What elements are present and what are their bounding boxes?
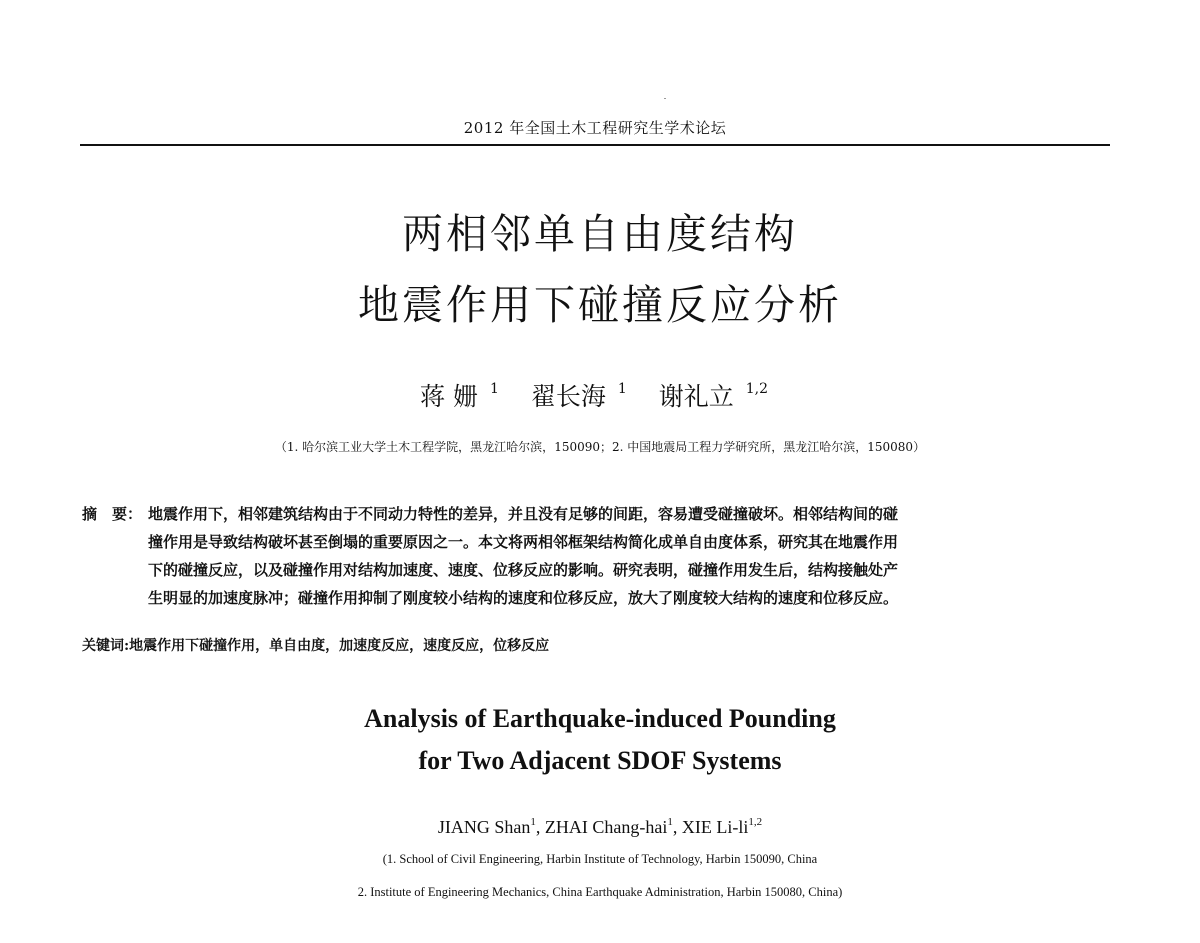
affiliation-cn: （1. 哈尔滨工业大学土木工程学院，黑龙江哈尔滨，150090；2. 中国地震局工程力学研究所，黑龙江哈尔滨，150080） — [274, 440, 926, 454]
title-cn-line-1: 两相邻单自由度结构 — [402, 210, 798, 258]
title-en-line-2: for Two Adjacent SDOF Systems — [418, 746, 782, 775]
keywords-text: 地震作用下碰撞作用，单自由度，加速度反应，速度反应，位移反应 — [129, 638, 550, 654]
authors-cn — [0, 382, 1200, 409]
author-cn-affil-mark: 1 — [617, 381, 627, 397]
abstract-line: 生明显的加速度脉冲；碰撞作用抑制了刚度较小结构的速度和位移反应，放大了刚度较大结构的速度和位移反应。 — [148, 589, 899, 607]
abstract-line: 撞作用是导致结构破坏甚至倒塌的重要原因之一。本文将两相邻框架结构简化成单自由度体系，研究其在地震作用 — [148, 533, 899, 551]
author-en-name: JIANG Shan — [437, 817, 531, 837]
author-en-name: XIE Li-li — [681, 817, 749, 837]
author-en-affil-mark: 1 — [530, 816, 536, 828]
title-cn-line-2: 地震作用下碰撞反应分析 — [358, 281, 842, 329]
author-en-affil-mark: 1,2 — [748, 816, 763, 828]
affiliation-en-line-1: (1. School of Civil Engineering, Harbin Institute of Technology, Harbin 150090, China — [382, 852, 818, 866]
keywords-cn — [82, 636, 1110, 656]
scan-speck — [664, 98, 666, 99]
author-en-affil-mark: 1 — [667, 816, 673, 828]
header-rule — [80, 144, 1110, 146]
running-header: 2012 年全国土木工程研究生学术论坛 — [463, 119, 727, 137]
abstract-text — [148, 500, 1110, 612]
author-cn-affil-mark: 1,2 — [745, 381, 768, 397]
abstract-label: 摘 要： — [82, 505, 143, 523]
author-cn-affil-mark: 1 — [489, 381, 499, 397]
author-en-name: ZHAI Chang-hai — [544, 817, 668, 837]
abstract-line: 地震作用下，相邻建筑结构由于不同动力特性的差异，并且没有足够的间距，容易遭受碰撞破坏。相邻结构间的碰 — [148, 505, 899, 523]
keywords-label: 关键词: — [82, 638, 130, 654]
author-cn-name: 翟长海 — [530, 382, 606, 411]
authors-en: JIANG Shan$^1$, ZHAI Chang-hai$^1$, XIE Li-li$^{1,2}$ — [437, 816, 763, 837]
author-cn-name: 谢礼立 — [658, 382, 734, 411]
title-en-line-1: Analysis of Earthquake-induced Pounding — [364, 704, 836, 733]
abstract-line: 下的碰撞反应，以及碰撞作用对结构加速度、速度、位移反应的影响。研究表明，碰撞作用发生后，结构接触处产 — [148, 561, 899, 579]
author-cn-name: 蒋 姗 — [420, 382, 478, 411]
abstract-cn — [82, 500, 1110, 612]
affiliation-en-line-2: 2. Institute of Engineering Mechanics, China Earthquake Administration, Harbin 150080, China) — [357, 885, 843, 899]
